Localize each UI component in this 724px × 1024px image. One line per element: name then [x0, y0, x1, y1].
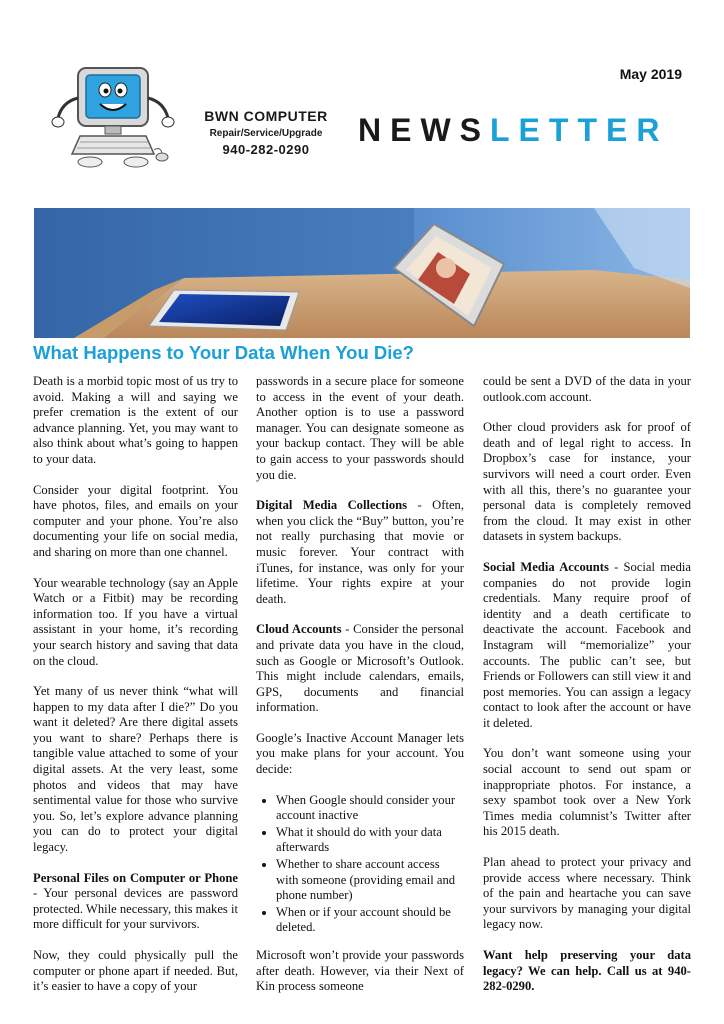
title-part-news: NEWS [358, 112, 490, 148]
article-column-1 [33, 374, 238, 1010]
company-block [196, 108, 336, 157]
title-part-letter: LETTER [490, 112, 669, 148]
article-headline: What Happens to Your Data When You Die? [33, 342, 414, 363]
paragraph: Microsoft won’t provide your passwords after death. However, via their Next of Kin process someone [256, 948, 464, 994]
section-heading-social-media: Social Media Accounts [483, 559, 609, 574]
article-column-3 [483, 374, 691, 1010]
paragraph-text: - Social media companies do not provide login credentials. Many require proof of identity and a death certificate to deactivate the account. Facebook and Instagram will “memorialize” your accounts. The public can’t see, but Friends or Followers can still view it and post memories. You can assign a legacy contact to look after the account or have it deleted. [483, 559, 691, 730]
paragraph: Yet many of us never think “what will happen to my data after I die?” Do you want it deleted? Are there digital assets you want to share? Perhaps there is tangible value attached to some of your digital assets. At the very least, some photos and videos that may have sentimental value for those who survive you. So, let’s explore advance planning you can do to protect your digital legacy. [33, 684, 238, 855]
paragraph-text: - Often, when you click the “Buy” button, you’re not really purchasing that movie or music forever. Your contract with iTunes, for instance, was only for your lifetime. Your rights expire at your death. [256, 498, 464, 606]
list-item: • Whether to share account access with someone (providing email and phone number) [276, 857, 464, 904]
paragraph [483, 948, 691, 995]
call-to-action: Want help preserving your data legacy? We can help. Call us at 940-282-0290. [483, 948, 691, 994]
paragraph: Death is a morbid topic most of us try to avoid. Making a will and saying we prefer cremation is the extent of our advance planning. Yet, you may want to also think about what’s going to happen to your data. [33, 374, 238, 466]
paragraph [256, 498, 464, 607]
paragraph [256, 622, 464, 716]
list-item: • What it should do with your data afterwards [276, 825, 464, 856]
paragraph: Google’s Inactive Account Manager lets you make plans for your account. You decide: [256, 730, 464, 777]
paragraph: Plan ahead to protect your privacy and provide access where necessary. Think of the pain and heartache you can save your survivors by managing your digital legacy now. [483, 855, 691, 932]
paragraph-text: - Consider the personal and private data you have in the cloud, such as Google or Microsoft’s Outlook. This might include calendars, emails, GPS, documents and financial information. [256, 622, 464, 715]
newsletter-title [358, 112, 668, 149]
section-heading-personal-files: Personal Files on Computer or Phone [33, 870, 238, 885]
paragraph: Other cloud providers ask for proof of death and of legal right to access. In Dropbox’s case for instance, your survivors will need a court order. Even with all this, there’s no guarantee your personal data is completely removed from the cloud. It may exist in other datasets in system backups. [483, 420, 691, 544]
paragraph: You don’t want someone using your social account to send out spam or inappropriate photos. For instance, a sexy spambot took over a New York Times media columnist’s Twitter after his 2015 death. [483, 746, 691, 839]
paragraph [33, 871, 238, 933]
paragraph [483, 560, 691, 732]
computer-mascot-logo [50, 62, 180, 172]
paragraph: could be sent a DVD of the data in your outlook.com account. [483, 374, 691, 404]
paragraph: passwords in a secure place for someone to access in the event of your death. Another option is to use a password manager. You can designate someone as your backup contact. They will be able to gain access to your passwords should you die. [256, 374, 464, 482]
paragraph-text: - Your personal devices are password protected. While necessary, this makes it more difficult for your survivors. [33, 886, 238, 932]
paragraph: Consider your digital footprint. You have photos, files, and emails on your computer and your phone. You’re also documenting your life on social media, and sharing on more than one channel. [33, 482, 238, 559]
company-name: BWN COMPUTER [204, 108, 328, 124]
company-phone: 940-282-0290 [222, 142, 310, 157]
paragraph: Your wearable technology (say an Apple Watch or a Fitbit) may be recording information too. If you have a virtual assistant in your home, it’s recording your search history and saving that data on the cloud. [33, 575, 238, 668]
article-column-2 [256, 374, 464, 1010]
issue-date: May 2019 [619, 66, 682, 82]
hero-image [34, 208, 690, 338]
paragraph: Now, they could physically pull the computer or phone apart if needed. But, it’s easier to have a copy of your [33, 948, 238, 994]
list-item: • When Google should consider your account inactive [276, 793, 464, 824]
bullet-list [256, 793, 464, 936]
company-services: Repair/Service/Upgrade [209, 128, 323, 139]
section-heading-digital-media: Digital Media Collections [256, 498, 408, 513]
section-heading-cloud-accounts: Cloud Accounts [256, 622, 342, 637]
list-item: • When or if your account should be deleted. [276, 905, 464, 936]
